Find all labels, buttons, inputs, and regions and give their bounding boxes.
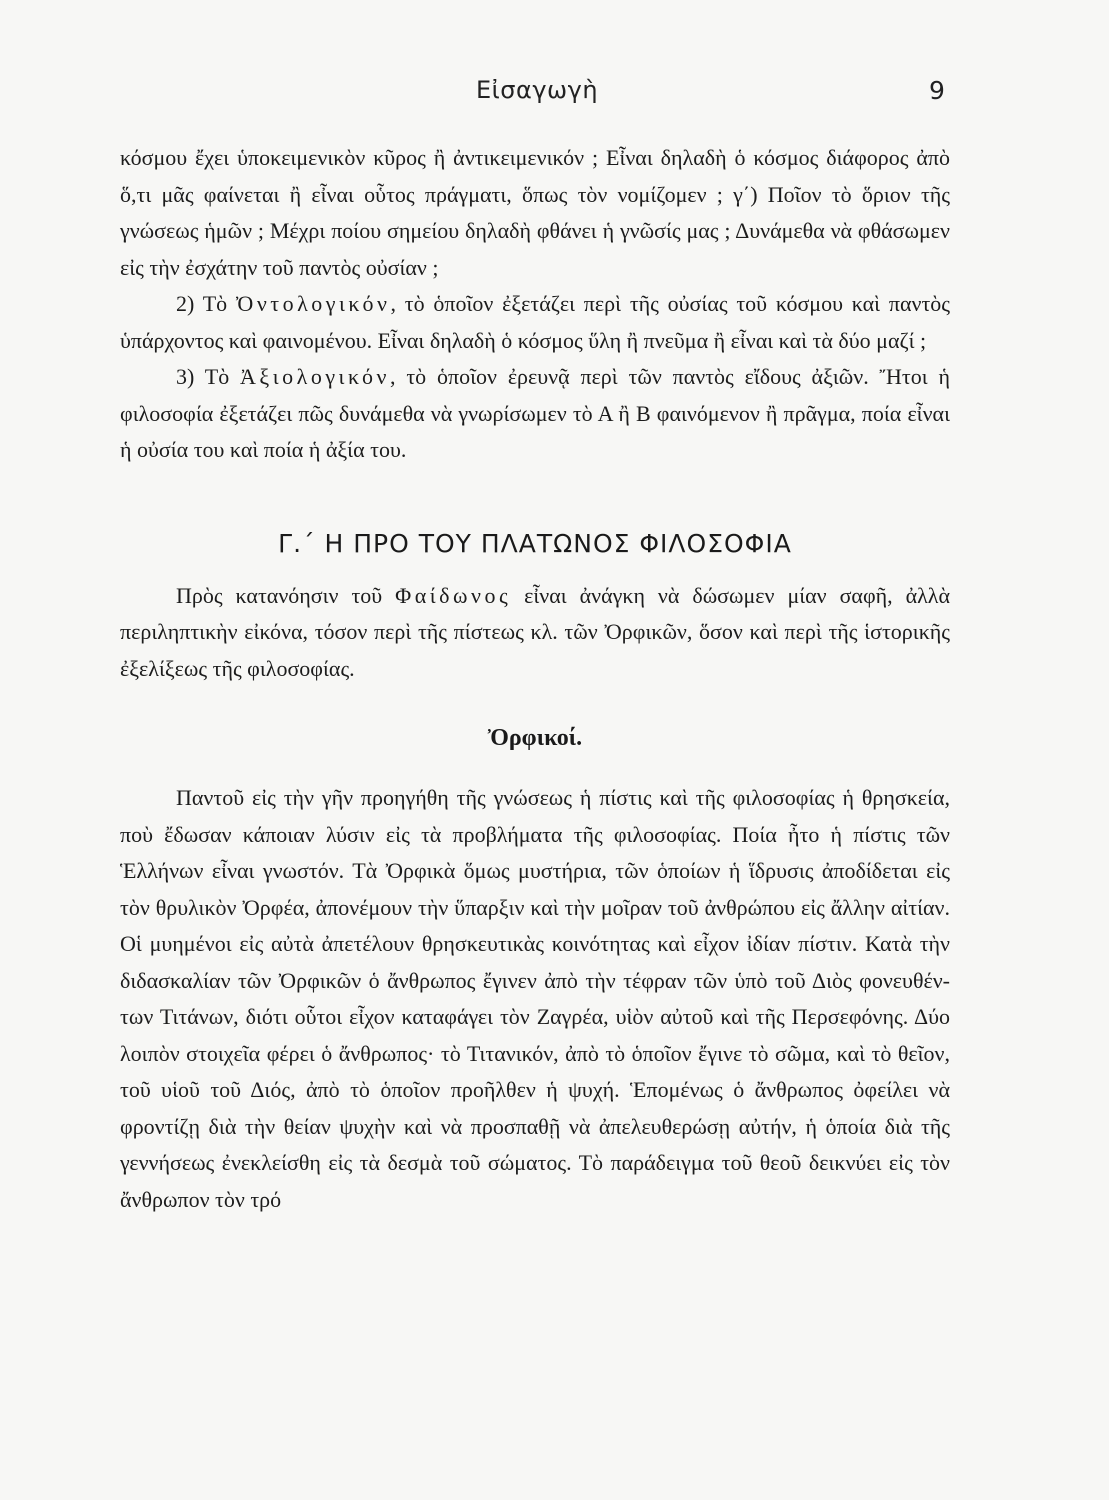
- intro-paragraph-3: [120, 359, 950, 469]
- term-ontological: Ὀντολογικόν: [235, 291, 391, 316]
- term-axiological: Ἀξιολογικόν: [240, 364, 391, 389]
- running-title: Εἰσαγωγὴ: [476, 76, 599, 104]
- p3-rest: , τὸ ὁποῖον ἐρευνᾷ περὶ τῶν παντὸς εἴδους ἀξιῶν. Ἤτοι ἡ φιλοσοφία ἐξετάζει πῶς δυνάμεθα νὰ γνωρίσωμεν τὸ Α ἢ Β φαινόμενον ἢ πρᾶγμα, ποία εἶναι ἡ οὐσία του καὶ ποία ἡ ἀξία του.: [120, 364, 950, 462]
- p2-rest: , τὸ ὁποῖον ἐξετάζει περὶ τῆς οὐσίας τοῦ κόσμου καὶ παντὸς ὑπάρχοντος καὶ φαινομένου. Εἶναι δηλαδὴ ὁ κόσμος ὕλη ἢ πνεῦμα ἢ εἶναι καὶ τὰ δύο μαζί ;: [120, 291, 951, 353]
- term-phaedo: Φαίδωνος: [395, 582, 512, 608]
- p2-lead: 2) Τὸ: [176, 291, 236, 316]
- section-p1-rest: εἶναι ἀνάγκη νὰ δώσωμεν μίαν σαφῆ, ἀλλὰ περιληπτικὴν εἰκόνα, τόσον περὶ τῆς πίστεως κλ. τῶν Ὀρφικῶν, ὅσον καὶ περὶ τῆς ἱστορικῆς ἐξελίξεως τῆς φιλοσοφίας.: [120, 582, 951, 681]
- section-p1-lead: Πρὸς κατανόησιν τοῦ: [176, 582, 396, 608]
- intro-paragraph-2: [120, 286, 950, 359]
- subheading-orphics: Ὀρφικοί.: [487, 725, 583, 751]
- orphics-paragraph-1: Παντοῦ εἰς τὴν γῆν προηγήθη τῆς γνώσεως ἡ πίστις καὶ τῆς φιλοσοφίας ἡ θρησκεία, ποὺ ἔδωσαν κάποιαν λύσιν εἰς τὰ προβλήματα τῆς φιλοσοφίας. Ποία ἦτο ἡ πίστις τῶν Ἑλλήνων εἶναι γνωστόν. Τὰ Ὀρφικὰ ὅμως μυστήρια, τῶν ὁποίων ἡ ἵδρυσις ἀποδίδεται εἰς τὸν θρυλικὸν Ὀρφέα, ἀπονέμουν τὴν ὕπαρξιν καὶ τὴν μοῖραν τοῦ ἀνθρώπου εἰς ἄλλην αἰτίαν. Οἱ μυημένοι εἰς αὐτὰ ἀπετέλουν θρησκευτικὰς κοινότητας καὶ εἶχον ἰδίαν πίστιν. Κατὰ τὴν διδασκαλίαν τῶν Ὀρφικῶν ὁ ἄνθρωπος ἔγινεν ἀπὸ τὴν τέφραν τῶν ὑπὸ τοῦ Διὸς φονευθέντων Τιτάνων, διότι οὗτοι εἶχον καταφάγει τὸν Ζαγρέα, υἱὸν αὐτοῦ καὶ τῆς Περσεφόνης. Δύο λοιπὸν στοιχεῖα φέρει ὁ ἄνθρωπος· τὸ Τιτανικόν, ἀπὸ τὸ ὁποῖον ἔγινε τὸ σῶμα, καὶ τὸ θεῖον, τοῦ υἱοῦ τοῦ Διός, ἀπὸ τὸ ὁποῖον προῆλθεν ἡ ψυχή. Ἑπομένως ὁ ἄνθρωπος ὀφείλει νὰ φροντίζῃ διὰ τὴν θείαν ψυχὴν καὶ νὰ προσπαθῇ νὰ ἀπελευθερώσῃ αὐτήν, ἡ ὁποία διὰ τῆς γεννήσεως ἐνεκλείσθη εἰς τὰ δεσμὰ τοῦ σώματος. Τὸ παράδειγμα τοῦ θεοῦ δεικνύει εἰς τὸν ἄνθρωπον τὸν τρό: [120, 785, 950, 1212]
- p3-lead: 3) Τὸ: [176, 364, 241, 389]
- text-block: [120, 140, 950, 1218]
- section-paragraph-1: [120, 578, 950, 688]
- page-number: 9: [929, 76, 945, 105]
- intro-paragraph-1: κόσμου ἔχει ὑποκειμενικὸν κῦρος ἢ ἀντικειμενικόν ; Εἶναι δηλαδὴ ὁ κόσμος διάφορος ἀπὸ ὅ,τι μᾶς φαίνεται ἢ εἶναι οὗτος πράγματι, ὅπως τὸν νομίζομεν ; γ΄) Ποῖον τὸ ὅριον τῆς γνώσεως ἡμῶν ; Μέχρι ποίου σημείου δηλαδὴ φθάνει ἡ γνῶσίς μας ; Δυνάμεθα νὰ φθάσωμεν εἰς τὴν ἐσχάτην τοῦ παντὸς οὐσίαν ;: [120, 145, 950, 280]
- section-heading: Γ.΄ Η ΠΡΟ ΤΟΥ ΠΛΑΤΩΝΟΣ ΦΙΛΟΣΟΦΙΑ: [278, 528, 792, 558]
- running-header: [0, 76, 1109, 112]
